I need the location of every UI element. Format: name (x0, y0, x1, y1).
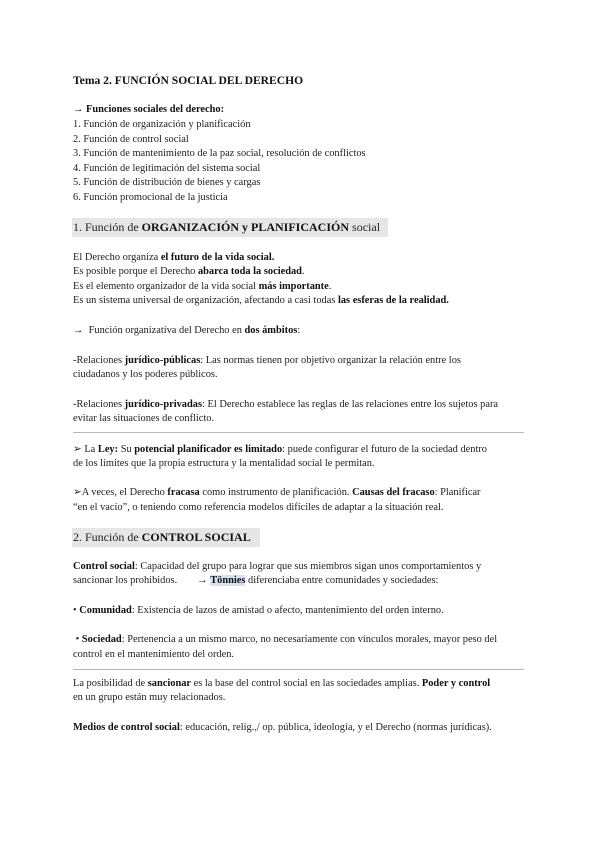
paragraph: ciudadanos y los poderes públicos. (73, 369, 218, 380)
divider (73, 669, 524, 670)
bullet-icon: • (75, 634, 80, 645)
paragraph: de los límites que la propia estructura y la mentalidad social le permitan. (73, 458, 375, 469)
arrow-icon: → (73, 325, 84, 336)
paragraph: Medios de control social: educación, relig.,/ op. pública, ideología, y el Derecho (normas jurídicas). (73, 722, 492, 733)
list-item: 5. Función de distribución de bienes y cargas (73, 177, 261, 188)
ambitos-line: → Función organizativa del Derecho en dos ámbitos: (73, 325, 301, 336)
document-title: Tema 2. FUNCIÓN SOCIAL DEL DERECHO (73, 74, 304, 87)
section-heading-control-social: 2. Función de CONTROL SOCIAL (73, 530, 251, 544)
funciones-header: → Funciones sociales del derecho: (73, 104, 225, 115)
arrow-icon: → (197, 575, 208, 586)
list-item: 3. Función de mantenimiento de la paz social, resolución de conflictos (73, 148, 366, 159)
paragraph: ➢ La Ley: Su potencial planificador es limitado: puede configurar el futuro de la sociedad dentro (73, 444, 488, 455)
list-item: 6. Función promocional de la justicia (73, 192, 228, 203)
list-item: 4. Función de legitimación del sistema social (73, 163, 261, 174)
list-item: 1. Función de organización y planificación (73, 119, 251, 130)
list-item: • Comunidad: Existencia de lazos de amistad o afecto, mantenimiento del orden interno. (73, 605, 444, 616)
arrow-icon: → (73, 104, 84, 115)
paragraph: evitar las situaciones de conflicto. (73, 413, 215, 424)
bullet-icon: • (73, 605, 77, 616)
paragraph: “en el vacío”, o teniendo como referencia modelos difíciles de adaptar a la situación real. (73, 502, 444, 513)
paragraph: -Relaciones jurídico-públicas: Las normas tienen por objetivo organizar la relación entre los (73, 355, 461, 366)
paragraph: Es un sistema universal de organización, afectando a casi todas las esferas de la realidad. (73, 295, 449, 306)
list-item: • Sociedad: Pertenencia a un mismo marco, no necesariamente con vínculos morales, mayor peso del (75, 634, 498, 645)
arrowhead-icon: ➢ (73, 487, 82, 498)
paragraph: Es el elemento organizador de la vida social más importante. (73, 281, 332, 292)
paragraph: sancionar los prohibidos. → Tönnies diferenciaba entre comunidades y sociedades: (73, 575, 439, 586)
paragraph: control en el mantenimiento del orden. (73, 649, 235, 660)
section-heading-organizacion: 1. Función de ORGANIZACIÓN y PLANIFICACIÓN social (73, 220, 381, 234)
paragraph: en un grupo están muy relacionados. (73, 692, 226, 703)
paragraph: ➢A veces, el Derecho fracasa como instrumento de planificación. Causas del fracaso: Planificar (73, 487, 481, 498)
paragraph: Es posible porque el Derecho abarca toda la sociedad. (73, 266, 305, 277)
paragraph: La posibilidad de sancionar es la base del control social en las sociedades amplias. Poder y control (73, 678, 491, 689)
paragraph: El Derecho organiza el futuro de la vida social. (73, 252, 275, 263)
arrowhead-icon: ➢ (73, 444, 82, 455)
paragraph: Control social: Capacidad del grupo para lograr que sus miembros sigan unos comportamientos y (73, 561, 482, 572)
divider (73, 432, 524, 433)
paragraph: -Relaciones jurídico-privadas: El Derecho establece las reglas de las relaciones entre los sujetos para (73, 399, 499, 410)
list-item: 2. Función de control social (73, 134, 189, 145)
